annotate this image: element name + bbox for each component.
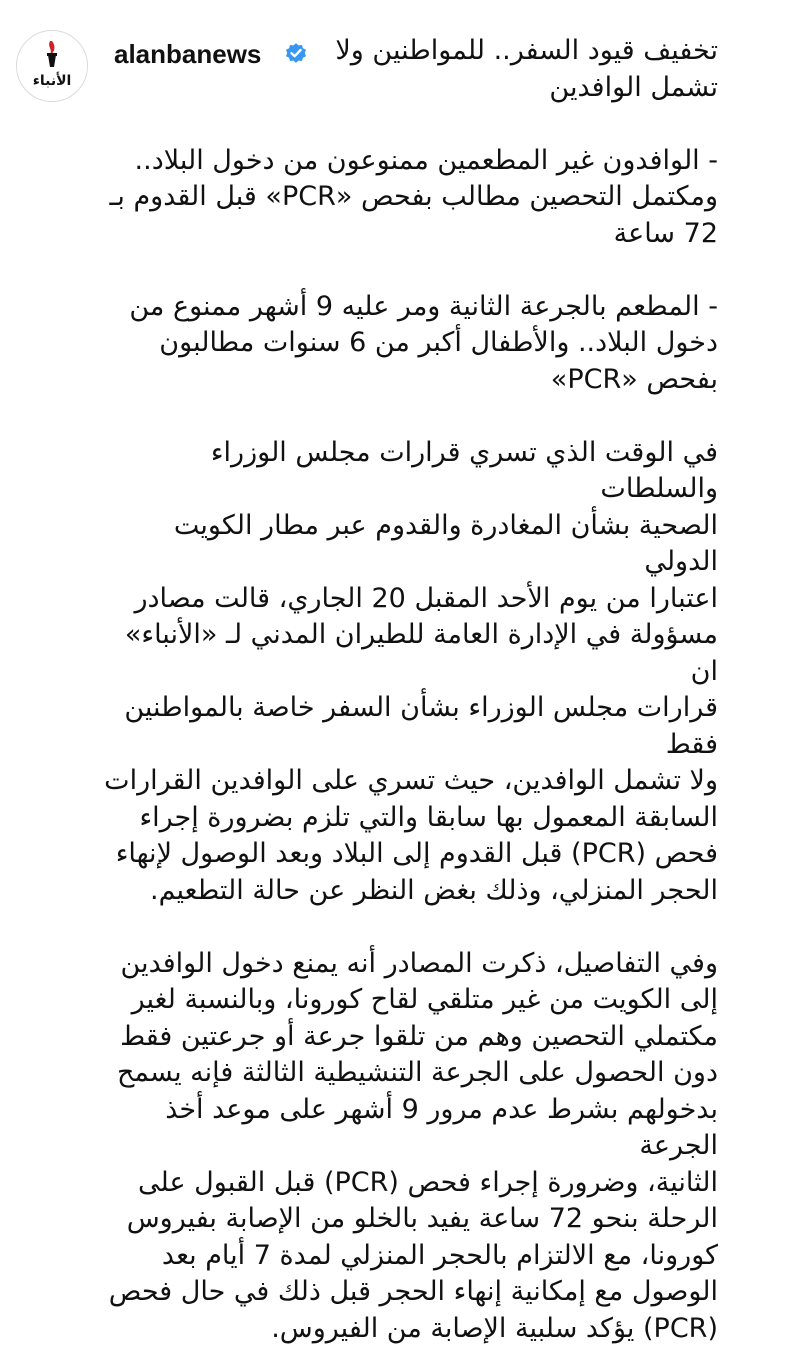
alanba-logo-icon: [17, 31, 87, 101]
caption-paragraph-2: وفي التفاصيل، ذكرت المصادر أنه يمنع دخول الوافدين إلى الكويت من غير متلقي لقاح كورونا، وبالنسبة لغير مكتملي التحصين وهم من تلقوا جرعة أو جرعتين فقط دون الحصول على الجرعة التنشيطية الثالثة فإنه يسمح بدخولهم بشرط عدم مرور 9 أشهر على موعد أخذ الجرعة الثانية، وضرورة إجراء فحص (PCR) قبل القبول على الرحلة بنحو 72 ساعة يفيد بالخلو من الإصابة بفيروس كورونا، مع الالتزام بالحجر المنزلي لمدة 7 أيام بعد الوصول مع إمكانية إنهاء الحجر قبل ذلك في حال فحص (PCR) يؤكد سلبية الإصابة من الفيروس.: [100, 946, 718, 1347]
avatar-logo-text: الأنباء: [33, 72, 72, 89]
avatar[interactable]: [16, 30, 88, 102]
caption-title-line1: تخفيف قيود السفر.. للمواطنين ولا: [100, 33, 718, 70]
username[interactable]: alanbanews: [114, 39, 261, 69]
caption-paragraph-1: في الوقت الذي تسري قرارات مجلس الوزراء والسلطات الصحية بشأن المغادرة والقدوم عبر مطار الكويت الدولي اعتبارا من يوم الأحد المقبل 20 الجاري، قالت مصادر مسؤولة في الإدارة العامة للطيران المدني لـ «الأنباء» ان قرارات مجلس الوزراء بشأن السفر خاصة بالمواطنين فقط ولا تشمل الوافدين، حيث تسري على الوافدين القرارات السابقة المعمول بها سابقا والتي تلزم بضرورة إجراء فحص (PCR) قبل القدوم إلى البلاد وبعد الوصول لإنهاء الحجر المنزلي، وذلك بغض النظر عن حالة التطعيم.: [100, 435, 718, 910]
caption-bullet-1: - الوافدون غير المطعمين ممنوعون من دخول البلاد.. ومكتمل التحصين مطالب بفحص «PCR» قبل القدوم بـ 72 ساعة: [100, 143, 718, 253]
caption-bullet-2: - المطعم بالجرعة الثانية ومر عليه 9 أشهر ممنوع من دخول البلاد.. والأطفال أكبر من 6 سنوات مطالبون بفحص «PCR»: [100, 289, 718, 399]
caption-title-line2: تشمل الوافدين: [100, 70, 718, 107]
post-caption: [100, 33, 718, 1347]
